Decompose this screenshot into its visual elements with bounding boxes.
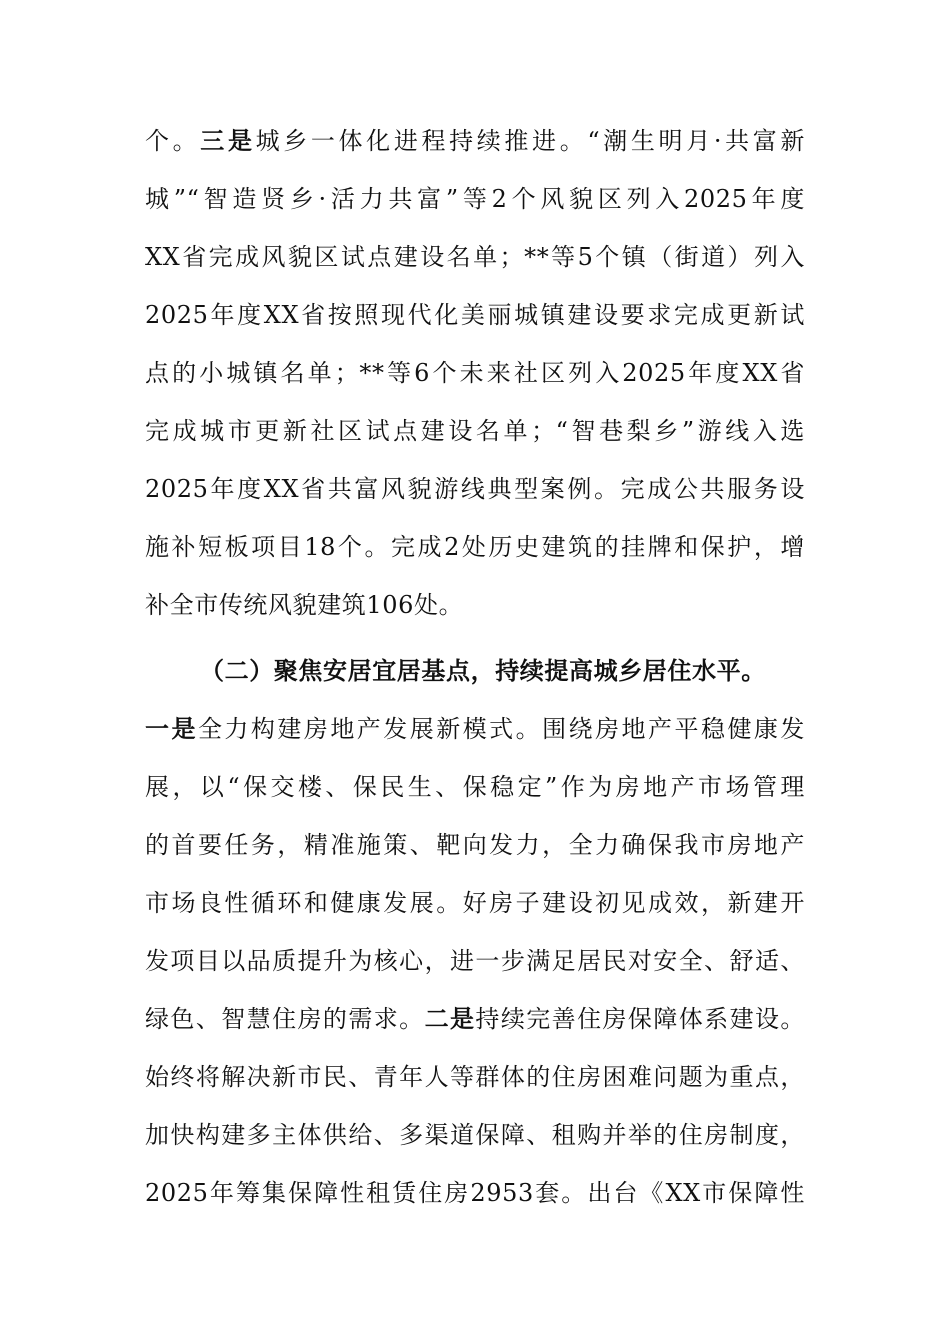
text-line: 市场良性循环和健康发展。好房子建设初见成效，新建开: [145, 889, 805, 917]
section-heading: （二）聚焦安居宜居基点，持续提高城乡居住水平。: [200, 656, 766, 685]
text-line: 完成城市更新社区试点建设名单；“智巷梨乡”游线入选: [145, 417, 805, 445]
text-line: 绿色、智慧住房的需求。二是持续完善住房保障体系建设。: [145, 1004, 806, 1033]
text-line: 发项目以品质提升为核心，进一步满足居民对安全、舒适、: [145, 947, 805, 975]
bold-marker: 三是: [200, 126, 256, 155]
text-line: 加快构建多主体供给、多渠道保障、租购并举的住房制度，: [145, 1121, 805, 1149]
text-line: 个。三是城乡一体化进程持续推进。“潮生明月·共富新: [145, 126, 806, 155]
text-line: 2025年度XX省按照现代化美丽城镇建设要求完成更新试: [145, 301, 805, 329]
text-line: 点的小城镇名单；**等6个未来社区列入2025年度XX省: [145, 359, 805, 387]
text-line: 的首要任务，精准施策、靶向发力，全力确保我市房地产: [145, 831, 805, 859]
text-line: 城”“智造贤乡·活力共富”等2个风貌区列入2025年度: [145, 185, 805, 213]
text-line: 始终将解决新市民、青年人等群体的住房困难问题为重点，: [145, 1063, 805, 1091]
text-line: 展，以“保交楼、保民生、保稳定”作为房地产市场管理: [145, 773, 805, 801]
text-line: 2025年度XX省共富风貌游线典型案例。完成公共服务设: [145, 475, 805, 503]
text-line: 2025年筹集保障性租赁住房2953套。出台《XX市保障性: [145, 1179, 805, 1207]
bold-marker: 一是: [145, 714, 198, 743]
bold-marker: 二是: [424, 1004, 476, 1033]
text-line: 补全市传统风貌建筑106处。: [145, 591, 464, 619]
text-line: XX省完成风貌区试点建设名单；**等5个镇（街道）列入: [145, 243, 805, 271]
text-line: 一是全力构建房地产发展新模式。围绕房地产平稳健康发: [145, 714, 805, 743]
text-line: 施补短板项目18个。完成2处历史建筑的挂牌和保护，增: [145, 533, 805, 561]
